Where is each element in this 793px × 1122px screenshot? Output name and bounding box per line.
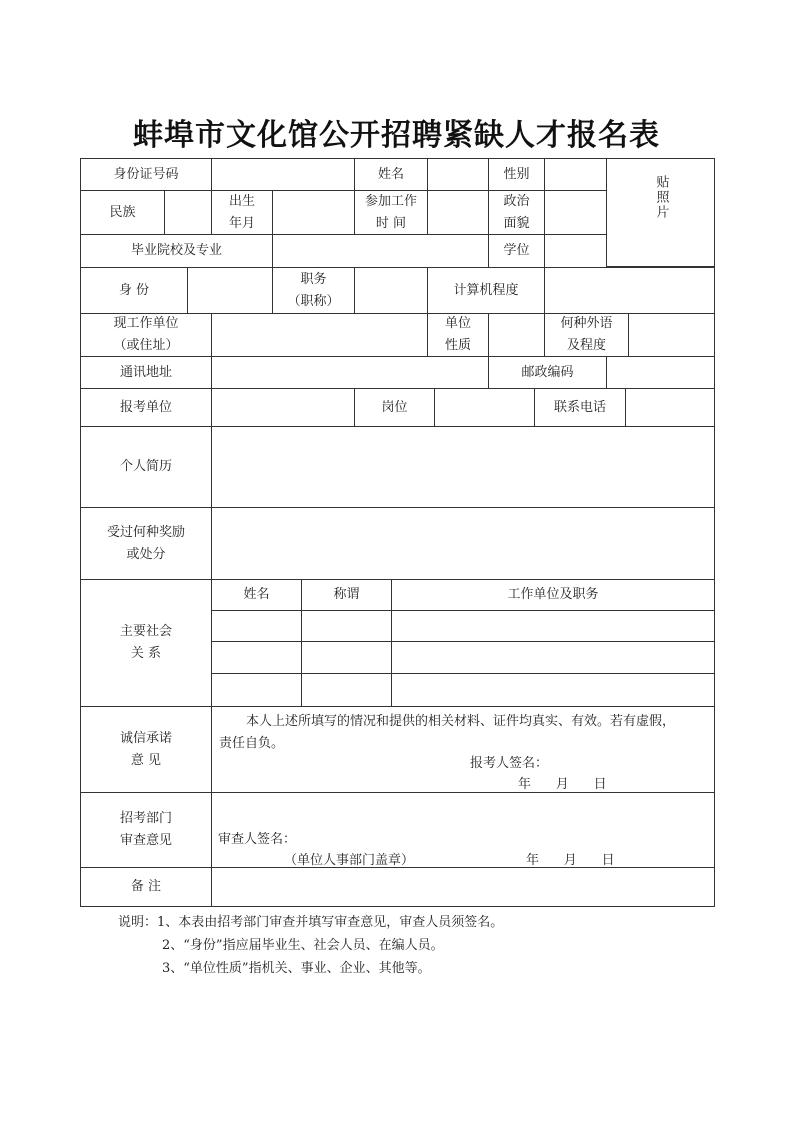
awards-field[interactable] (211, 507, 715, 580)
identity-field[interactable] (187, 267, 273, 314)
label-name: 姓名 (354, 158, 428, 191)
label-relations: 主要社会 关 系 (80, 579, 212, 707)
label-post: 岗位 (354, 388, 435, 427)
label-ethnicity: 民族 (80, 190, 165, 235)
remarks-field[interactable] (211, 867, 715, 907)
degree-field[interactable] (544, 234, 607, 268)
address-field[interactable] (211, 356, 489, 389)
label-identity: 身 份 (80, 267, 188, 314)
integrity-statement-line1: 本人上述所填写的情况和提供的相关材料、证件均真实、有效。若有虚假， (246, 714, 676, 729)
registration-form (80, 158, 715, 908)
label-computer: 计算机程度 (427, 267, 545, 314)
applicant-date: 年 月 日 (518, 777, 607, 792)
label-position-title: 职务 （职称） (272, 267, 355, 314)
label-resume: 个人简历 (80, 426, 212, 508)
gender-field[interactable] (544, 158, 607, 191)
label-awards: 受过何种奖励 或处分 (80, 507, 212, 580)
work-unit-field[interactable] (211, 313, 428, 357)
computer-field[interactable] (544, 267, 715, 314)
label-review: 招考部门 审查意见 (80, 792, 212, 868)
unit-nature-field[interactable] (488, 313, 545, 357)
language-field[interactable] (628, 313, 715, 357)
seal-note: （单位人事部门盖章） (284, 853, 415, 868)
label-id-number: 身份证号码 (80, 158, 212, 191)
label-postcode: 邮政编码 (488, 356, 607, 389)
rel-row-3-work[interactable] (391, 673, 715, 707)
birth-field[interactable] (272, 190, 355, 235)
rel-row-3-name[interactable] (211, 673, 302, 707)
label-work-start: 参加工作 时 间 (354, 190, 428, 235)
label-gender: 性别 (488, 158, 545, 191)
rel-row-1-work[interactable] (391, 610, 715, 642)
rel-row-1-title[interactable] (301, 610, 392, 642)
label-degree: 学位 (488, 234, 545, 268)
postcode-field[interactable] (606, 356, 715, 389)
review-date: 年 月 日 (526, 853, 615, 868)
ethnicity-field[interactable] (164, 190, 212, 235)
reviewer-signature-label: 审查人签名： (218, 832, 297, 847)
label-address: 通讯地址 (80, 356, 212, 389)
label-integrity: 诚信承诺 意 见 (80, 706, 212, 793)
note-2: 2、“身份”指应届毕业生、社会人员、在编人员。 (162, 938, 444, 953)
label-school: 毕业院校及专业 (80, 234, 273, 268)
rel-row-2-title[interactable] (301, 641, 392, 674)
note-1: 说明：1、本表由招考部门审查并填写审查意见，审查人员须签名。 (118, 915, 504, 930)
rel-header-work: 工作单位及职务 (391, 579, 715, 611)
label-apply-unit: 报考单位 (80, 388, 212, 427)
label-unit-nature: 单位 性质 (427, 313, 489, 357)
rel-row-2-name[interactable] (211, 641, 302, 674)
rel-row-2-work[interactable] (391, 641, 715, 674)
label-phone: 联系电话 (534, 388, 626, 427)
applicant-signature-label: 报考人签名： (470, 756, 549, 771)
label-language: 何种外语 及程度 (544, 313, 629, 357)
label-birth: 出生 年月 (211, 190, 273, 235)
id-number-field[interactable] (211, 158, 355, 191)
work-start-field[interactable] (427, 190, 489, 235)
post-field[interactable] (434, 388, 535, 427)
political-field[interactable] (544, 190, 607, 235)
school-field[interactable] (272, 234, 489, 268)
position-title-field[interactable] (354, 267, 428, 314)
phone-field[interactable] (625, 388, 715, 427)
rel-header-name: 姓名 (211, 579, 302, 611)
note-3: 3、“单位性质”指机关、事业、企业、其他等。 (162, 961, 431, 976)
apply-unit-field[interactable] (211, 388, 355, 427)
label-photo: 贴照片 (653, 175, 669, 220)
integrity-statement-line2: 责任自负。 (219, 736, 285, 751)
rel-header-title: 称谓 (301, 579, 392, 611)
label-work-unit: 现工作单位 （或住址） (80, 313, 212, 357)
rel-row-3-title[interactable] (301, 673, 392, 707)
resume-field[interactable] (211, 426, 715, 508)
name-field[interactable] (427, 158, 489, 191)
page-title: 蚌埠市文化馆公开招聘紧缺人才报名表 (133, 118, 660, 153)
rel-row-1-name[interactable] (211, 610, 302, 642)
photo-area[interactable] (606, 158, 715, 267)
label-political: 政治 面貌 (488, 190, 545, 235)
label-remarks: 备 注 (80, 867, 212, 907)
